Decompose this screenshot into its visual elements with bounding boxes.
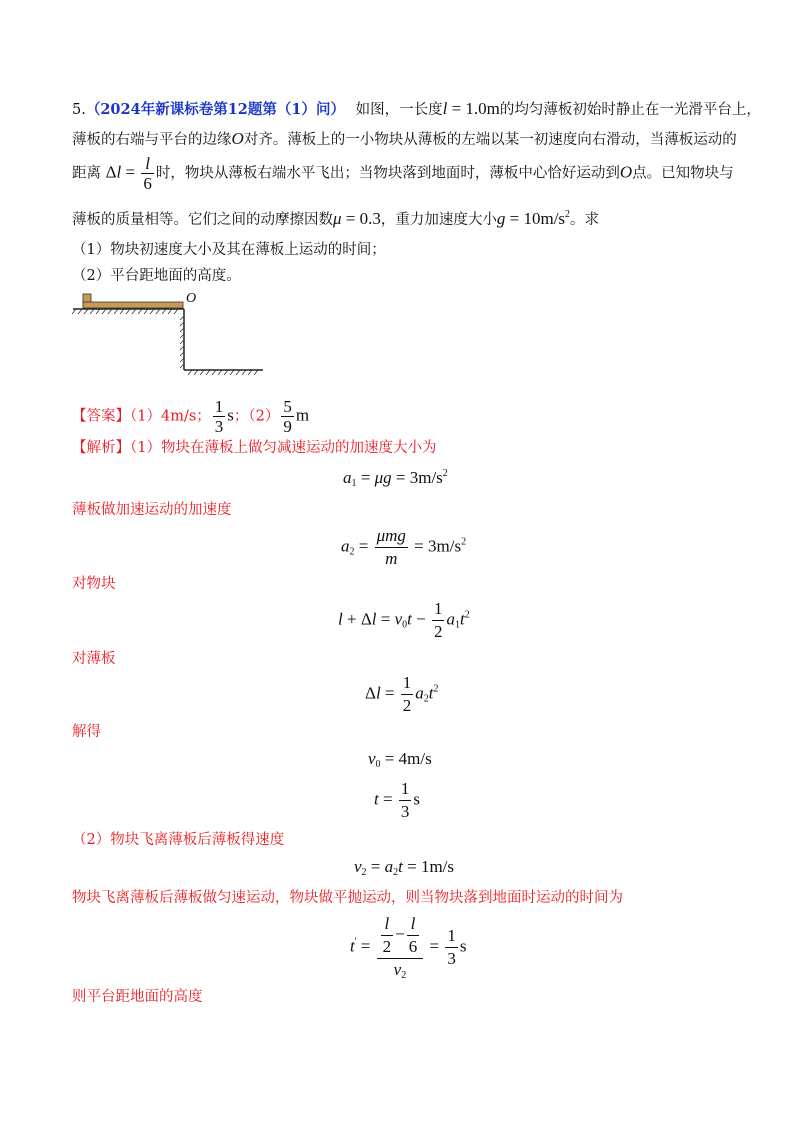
after-fly-text: 物块飞离薄板后薄板做匀速运动，物块做平抛运动，则当物块落到地面时运动的时间为 (72, 890, 623, 906)
equation-a1: $a_1 = \mu g = 3m/s^2$ (343, 468, 448, 489)
equation-v0: $v_0 = 4m/s$ (368, 749, 432, 770)
fraction-l-over-6: $\frac{l}{6}$ (143, 154, 152, 193)
answer-label: 【答案】 (72, 408, 130, 425)
problem-source: （2024年新课标卷第12题第（1）问） (85, 101, 345, 118)
question-2: （2）平台距地面的高度。 (72, 268, 241, 284)
board-accel-text: 薄板做加速运动的加速度 (72, 502, 232, 518)
problem-line-1: 5.（2024年新课标卷第12题第（1）问） 如图，一长度l = 1.0m的均匀薄板初始时静止在一光滑平台上， (72, 99, 761, 118)
solve-text: 解得 (72, 724, 101, 740)
equation-a2: $a_2$ = $\frac{\text{μmg}}{m}$ = $3m/s^2$ (341, 526, 467, 568)
for-board-text: 对薄板 (72, 651, 116, 667)
for-block-text: 对物块 (72, 576, 116, 592)
problem-line-2: 薄板的右端与平台的边缘O对齐。薄板上的一小物块从薄板的左端以某一初速度向右滑动，当薄板运动的 (72, 129, 737, 148)
plank-shape (83, 302, 183, 308)
problem-line-4: 薄板的质量相等。它们之间的动摩擦因数μ = 0.3，重力加速度大小$g = 10m/s^2$。求 (72, 209, 600, 228)
problem-line-3: 距离 Δl = $\frac{l}{6}$ 时，物块从薄板右端水平飞出；当物块落到地面时，薄板中心恰好运动到O点。已知物块与 (72, 154, 734, 193)
equation-t: t = $\frac{1}{3}$ s (374, 779, 420, 821)
question-1: （1）物块初速度大小及其在薄板上运动的时间； (72, 242, 386, 258)
platform-figure (68, 290, 268, 380)
problem-number: 5. (72, 102, 86, 118)
equation-t-prime: t' = $\frac{l}{2}$ − $\frac{l}{6}$ $v_2$ = $\frac{1}{3}$ s (350, 914, 467, 981)
figure-label-O: O (186, 291, 197, 306)
part2-intro: （2）物块飞离薄板后薄板得速度 (72, 832, 285, 848)
equation-block-displacement: $l + \Delta l = v_0t$ − $\frac{1}{2}$ $a_1t^2$ (338, 599, 470, 641)
analysis-intro: 【解析】（1）物块在薄板上做匀减速运动的加速度大小为 (72, 440, 437, 456)
height-intro: 则平台距地面的高度 (72, 989, 203, 1005)
equation-board-displacement: Δl = $\frac{1}{2}$ $a_2t^2$ (365, 673, 439, 715)
analysis-label: 【解析】 (72, 440, 130, 456)
answer-line: 【答案】（1）4m/s； $\frac{1}{3}$ s；（2） $\frac{5}{9}$ m (72, 397, 310, 436)
equation-v2: $v_2 = a_2t = 1m/s$ (354, 857, 455, 878)
